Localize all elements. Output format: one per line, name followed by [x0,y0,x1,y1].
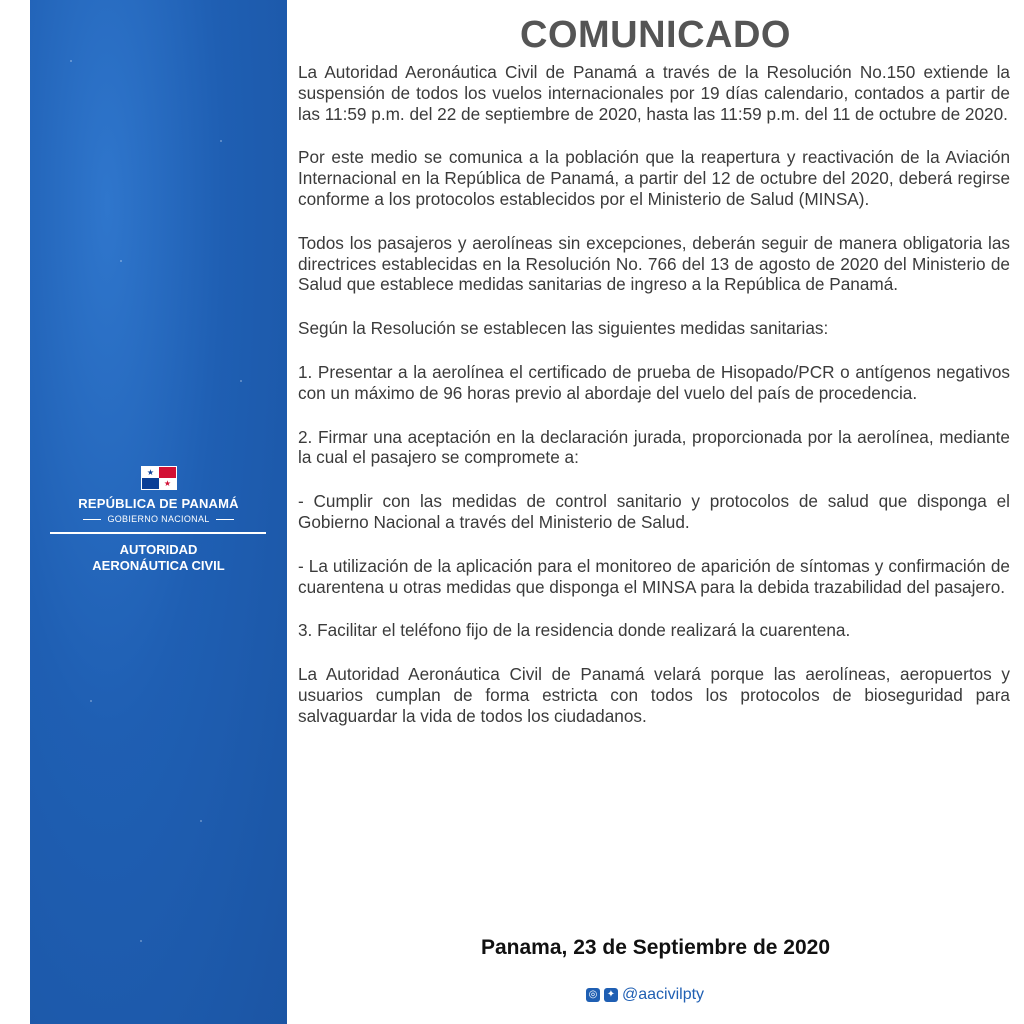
paragraph: - Cumplir con las medidas de control sanitario y protocolos de salud que disponga el Gobierno Nacional a través del Ministerio de Salud. [298,491,1010,532]
panama-flag-icon: ★ ★ [141,466,177,490]
sidebar-divider [50,532,266,534]
paragraph: La Autoridad Aeronáutica Civil de Panamá a través de la Resolución No.150 extiende la suspensión de todos los vuelos internacionales por 19 días calendario, contados a partir de las 11:59 p.m. del 22 de septiembre de 2020, hasta las 11:59 p.m. del 11 de octubre de 2020. [298,62,1010,124]
paragraph: Según la Resolución se establecen las siguientes medidas sanitarias: [298,318,829,339]
paragraph: La Autoridad Aeronáutica Civil de Panamá velará porque las aerolíneas, aeropuertos y usuarios cumplan de forma estricta con todos los protocolos de bioseguridad para salvaguardar la vida de todos los ciudadanos. [298,664,1010,726]
decorative-speck [220,140,222,142]
instagram-icon: ◎ [586,988,600,1002]
decorative-speck [200,820,202,822]
sidebar-panel [30,0,287,1024]
authority-line-1: AUTORIDAD [119,542,198,557]
twitter-icon: ✦ [604,988,618,1002]
authority-name [30,542,287,574]
paragraph: 3. Facilitar el teléfono fijo de la residencia donde realizará la cuarentena. [298,620,851,641]
paragraph: 2. Firmar una aceptación en la declaración jurada, proporcionada por la aerolínea, mediante la cual el pasajero se compromete a: [298,426,1010,468]
country-name: REPÚBLICA DE PANAMÁ [78,496,239,511]
decorative-speck [140,940,142,942]
paragraph: Por este medio se comunica a la población que la reapertura y reactivación de la Aviación Internacional en la República de Panamá, a partir del 12 de octubre del 2020, deberá regirse conforme a los protocolos establecidos por el Ministerio de Salud (MINSA). [298,147,1010,209]
decorative-speck [90,700,92,702]
paragraph: 1. Presentar a la aerolínea el certificado de prueba de Hisopado/PCR o antígenos negativos con un máximo de 96 horas previo al abordaje del vuelo del país de procedencia. [298,361,1010,403]
authority-line-2: AERONÁUTICA CIVIL [92,558,225,573]
social-handle-text: @aacivilpty [622,986,705,1003]
dateline: Panama, 23 de Septiembre de 2020 [480,936,830,959]
government-label: GOBIERNO NACIONAL [30,514,287,524]
decorative-speck [240,380,242,382]
social-handle [586,986,704,1004]
paragraph: Todos los pasajeros y aerolíneas sin excepciones, deberán seguir de manera obligatoria las directrices establecidas en la Resolución No. 766 del 13 de agosto de 2020 del Ministerio de Salud que establece medidas sanitarias de ingreso a la República de Panamá. [298,232,1010,295]
decorative-speck [120,260,122,262]
document-title: COMUNICADO [520,14,791,56]
communique-body [298,62,1010,750]
decorative-speck [70,60,72,62]
paragraph: - La utilización de la aplicación para el monitoreo de aparición de síntomas y confirmación de cuarentena u otras medidas que disponga el MINSA para la debida trazabilidad del pasajero. [298,555,1010,597]
